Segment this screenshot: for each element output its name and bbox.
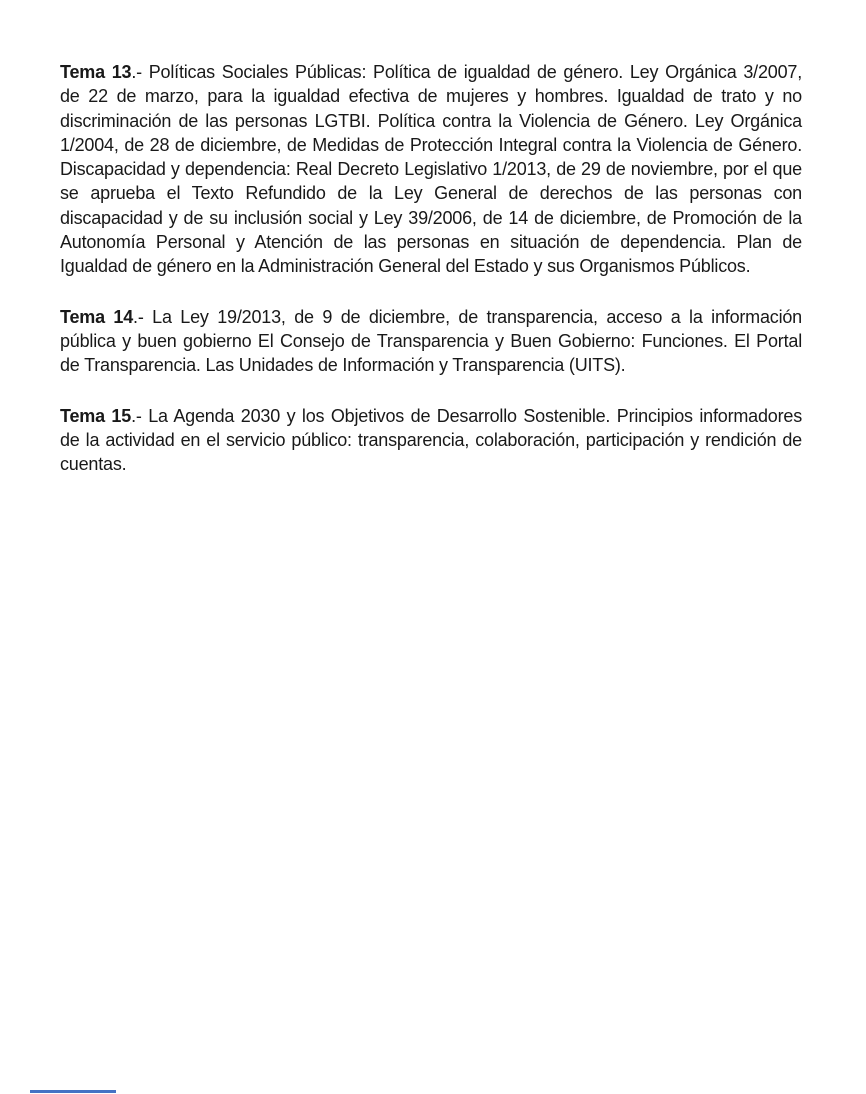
tema-15-label: Tema 15	[60, 405, 132, 426]
tema-14-body: La Ley 19/2013, de 9 de diciembre, de transparencia, acceso a la información pública y buen gobierno El Consejo de Transparencia y Buen Gobierno: Funciones. El Portal de Transparencia. Las Unidades de Información y Transparencia (UITS).	[60, 306, 802, 376]
paragraph-tema-14	[60, 305, 802, 378]
tema-13-body: Políticas Sociales Públicas: Política de igualdad de género. Ley Orgánica 3/2007, de 22 de marzo, para la igualdad efectiva de mujeres y hombres. Igualdad de trato y no discriminación de las personas LGTBI. Política contra la Violencia de Género. Ley Orgánica 1/2004, de 28 de diciembre, de Medidas de Protección Integral contra la Violencia de Género. Discapacidad y dependencia: Real Decreto Legislativo 1/2013, de 29 de noviembre, por el que se aprueba el Texto Refundido de la Ley General de derechos de las personas con discapacidad y de su inclusión social y Ley 39/2006, de 14 de diciembre, de Promoción de la Autonomía Personal y Atención de las personas en situación de dependencia. Plan de Igualdad de género en la Administración General del Estado y sus Organismos Públicos.	[60, 62, 802, 277]
footer-accent-line	[30, 1090, 116, 1093]
tema-15-separator: .-	[131, 405, 149, 426]
tema-15-body: La Agenda 2030 y los Objetivos de Desarrollo Sostenible. Principios informadores de la actividad en el servicio público: transparencia, colaboración, participación y rendición de cuentas.	[60, 405, 802, 475]
tema-14-separator: .-	[133, 306, 153, 327]
tema-13-label: Tema 13	[60, 62, 132, 82]
paragraph-tema-15	[60, 404, 802, 477]
tema-13-separator: .-	[131, 62, 149, 82]
tema-14-label: Tema 14	[60, 306, 134, 327]
paragraph-tema-13	[60, 60, 802, 279]
document-content	[60, 60, 802, 502]
